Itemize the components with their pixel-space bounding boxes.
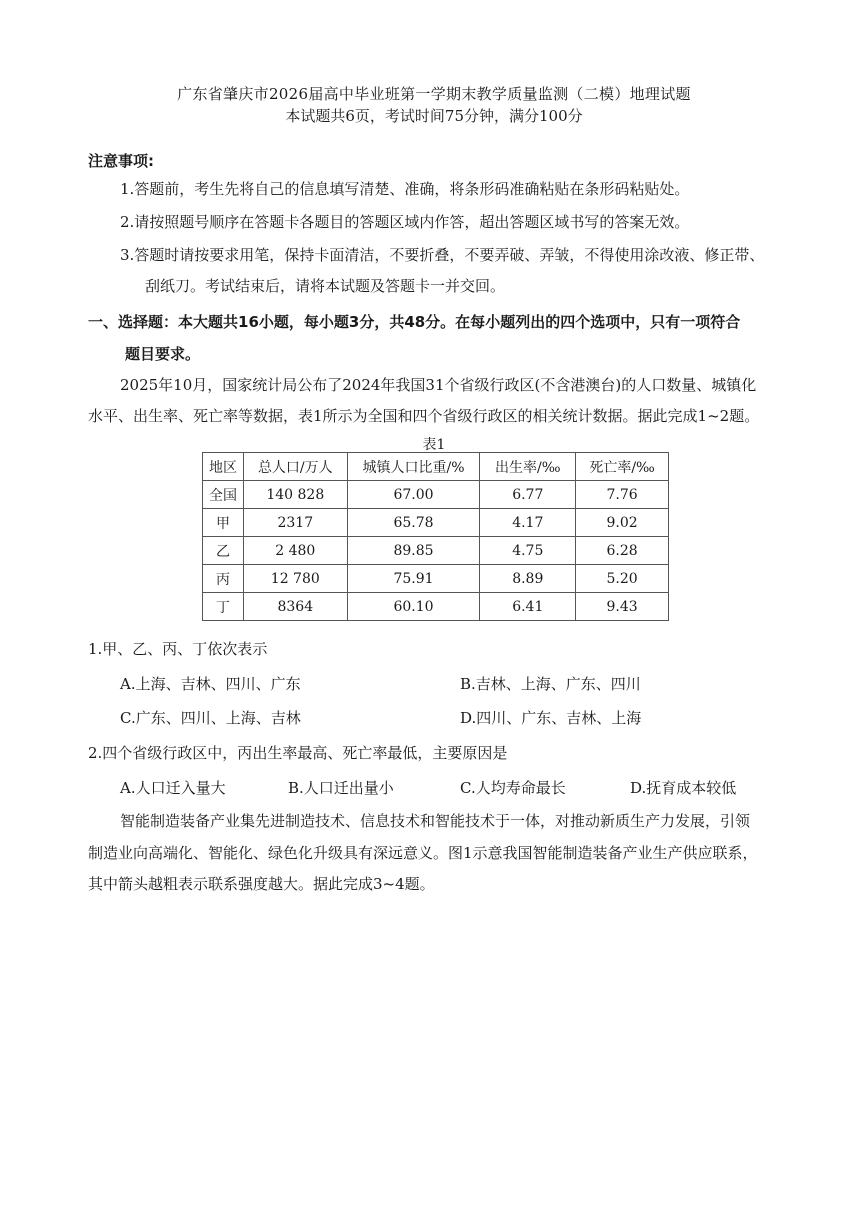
- table-cell: 9.02: [576, 509, 669, 537]
- table-cell: 2 480: [243, 537, 347, 565]
- table-cell: 6.28: [576, 537, 669, 565]
- table-cell: 4.17: [480, 509, 576, 537]
- question-1-option-b: B.吉林、上海、广东、四川: [460, 675, 641, 693]
- table-row: [203, 565, 669, 593]
- table-header-cell: 死亡率/‰: [576, 453, 669, 481]
- table-cell: 丁: [203, 593, 244, 621]
- table-header-cell: 地区: [203, 453, 244, 481]
- question-2-option-c: C.人均寿命最长: [460, 779, 566, 797]
- table-cell: 75.91: [347, 565, 480, 593]
- table-cell: 甲: [203, 509, 244, 537]
- table-cell: 全国: [203, 481, 244, 509]
- passage1-line1: 2025年10月，国家统计局公布了2024年我国31个省级行政区(不含港澳台)的人口数量、城镇化: [120, 376, 757, 394]
- question-1-option-c: C.广东、四川、上海、吉林: [120, 709, 301, 727]
- population-table: [202, 452, 669, 621]
- question-2-option-b: B.人口迁出量小: [288, 779, 394, 797]
- table-cell: 5.20: [576, 565, 669, 593]
- section-heading: 一、选择题：本大题共16小题，每小题3分，共48分。在每小题列出的四个选项中，只有一项符合: [88, 313, 741, 331]
- table-header-cell: 城镇人口比重/%: [347, 453, 480, 481]
- table-cell: 2317: [243, 509, 347, 537]
- passage2-line3: 其中箭头越粗表示联系强度越大。据此完成3~4题。: [88, 875, 435, 893]
- table-row: [203, 481, 669, 509]
- table-cell: 6.41: [480, 593, 576, 621]
- table-cell: 65.78: [347, 509, 480, 537]
- passage2-line2: 制造业向高端化、智能化、绿色化升级具有深远意义。图1示意我国智能制造装备产业生产供应联系，: [88, 844, 758, 862]
- table-header-row: [203, 453, 669, 481]
- table-cell: 60.10: [347, 593, 480, 621]
- question-1-option-d: D.四川、广东、吉林、上海: [460, 709, 642, 727]
- table-cell: 67.00: [347, 481, 480, 509]
- table-caption: 表1: [422, 437, 446, 453]
- table-cell: 8364: [243, 593, 347, 621]
- table-cell: 9.43: [576, 593, 669, 621]
- table-cell: 89.85: [347, 537, 480, 565]
- exam-title: 广东省肇庆市2026届高中毕业班第一学期末教学质量监测（二模）地理试题: [177, 85, 691, 103]
- table-row: [203, 537, 669, 565]
- passage1-line2: 水平、出生率、死亡率等数据，表1所示为全国和四个省级行政区的相关统计数据。据此完成1~2题。: [88, 407, 760, 425]
- section-heading-cont: 题目要求。: [125, 345, 201, 363]
- passage2-line1: 智能制造装备产业集先进制造技术、信息技术和智能技术于一体，对推动新质生产力发展，引领: [120, 812, 751, 830]
- table-row: [203, 593, 669, 621]
- notice-item-3: 3.答题时请按要求用笔，保持卡面清洁，不要折叠，不要弄破、弄皱，不得使用涂改液、修正带、: [120, 246, 765, 264]
- table-header-cell: 总人口/万人: [243, 453, 347, 481]
- question-2-stem: 2.四个省级行政区中，丙出生率最高、死亡率最低，主要原因是: [88, 744, 508, 762]
- table-cell: 6.77: [480, 481, 576, 509]
- notice-heading: 注意事项:: [88, 152, 154, 170]
- exam-subtitle: 本试题共6页，考试时间75分钟，满分100分: [285, 107, 583, 125]
- table-cell: 140 828: [243, 481, 347, 509]
- table-cell: 7.76: [576, 481, 669, 509]
- notice-item-2: 2.请按照题号顺序在答题卡各题目的答题区域内作答，超出答题区域书写的答案无效。: [120, 213, 690, 231]
- table-cell: 乙: [203, 537, 244, 565]
- question-1-option-a: A.上海、吉林、四川、广东: [120, 675, 301, 693]
- table-cell: 4.75: [480, 537, 576, 565]
- question-2-option-a: A.人口迁入量大: [120, 779, 226, 797]
- notice-item-3-cont: 刮纸刀。考试结束后，请将本试题及答题卡一并交回。: [145, 277, 506, 295]
- table-cell: 12 780: [243, 565, 347, 593]
- question-2-option-d: D.抚育成本较低: [630, 779, 737, 797]
- table-header-cell: 出生率/‰: [480, 453, 576, 481]
- notice-item-1: 1.答题前，考生先将自己的信息填写清楚、准确，将条形码准确粘贴在条形码粘贴处。: [120, 180, 690, 198]
- table-row: [203, 509, 669, 537]
- table-cell: 丙: [203, 565, 244, 593]
- question-1-stem: 1.甲、乙、丙、丁依次表示: [88, 640, 268, 658]
- table-cell: 8.89: [480, 565, 576, 593]
